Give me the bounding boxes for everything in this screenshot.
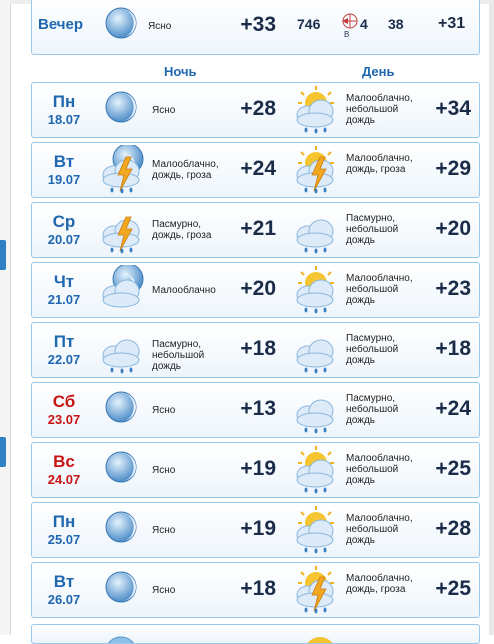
moon-icon [96, 85, 146, 135]
moon-icon [96, 565, 146, 615]
day-name: Пн [52, 92, 76, 111]
day-date: 20.07 [47, 232, 81, 247]
moon-icon [96, 627, 146, 643]
day-label [38, 263, 90, 307]
forecast-row [31, 82, 480, 138]
day-date: 22.07 [47, 352, 81, 367]
forecast-row [31, 322, 480, 378]
night-condition: Ясно [152, 585, 176, 596]
day-condition: Малооблачно, дождь, гроза [346, 573, 413, 595]
day-temp: +29 [435, 157, 471, 180]
day-name: Сб [52, 392, 76, 411]
day-temp: +28 [435, 517, 471, 540]
night-condition: Ясно [152, 465, 176, 476]
day-condition: Пасмурно, небольшой дождь [346, 393, 399, 426]
day-date: 23.07 [47, 412, 81, 427]
wind-direction-label: В [344, 30, 350, 39]
day-date: 18.07 [47, 112, 81, 127]
cloud-rain-icon [290, 205, 340, 255]
day-date: 25.07 [47, 532, 81, 547]
forecast-row [31, 202, 480, 258]
sidebar-tab[interactable] [0, 240, 6, 270]
evening-row [31, 0, 480, 55]
day-temp: +20 [435, 217, 471, 240]
night-condition: Ясно [152, 405, 176, 416]
day-date: 24.07 [47, 472, 81, 487]
day-date: 19.07 [47, 172, 81, 187]
day-temp: +25 [435, 457, 471, 480]
right-scroll-edge[interactable] [489, 0, 494, 635]
day-condition: Малооблачно, дождь, гроза [346, 153, 413, 175]
night-temp: +21 [240, 217, 276, 240]
day-name: Пт [53, 332, 75, 351]
forecast-row [31, 262, 480, 318]
sun-cloud-rain-icon [290, 445, 340, 495]
night-temp: +24 [240, 157, 276, 180]
night-condition: Малооблачно, дождь, гроза [152, 159, 219, 181]
night-temp: +18 [240, 577, 276, 600]
sun-cloud-rain-icon [290, 85, 340, 135]
night-temp: +19 [240, 517, 276, 540]
cloud-rain-icon [290, 385, 340, 435]
day-temp: +18 [435, 337, 471, 360]
night-temp: +28 [240, 97, 276, 120]
forecast-row [31, 142, 480, 198]
day-name: Вт [53, 572, 75, 591]
day-temp: +25 [435, 577, 471, 600]
night-temp: +18 [240, 337, 276, 360]
day-label [38, 203, 90, 247]
forecast-row [31, 562, 480, 618]
day-temp: +24 [435, 397, 471, 420]
night-temp: +20 [240, 277, 276, 300]
night-column-header: Ночь [164, 64, 197, 79]
sidebar-tab[interactable] [0, 437, 6, 467]
left-sidebar-edge [0, 0, 11, 635]
day-name: Пн [52, 512, 76, 531]
forecast-row [31, 442, 480, 498]
moon-cloud-icon [96, 265, 146, 315]
night-temp: +13 [240, 397, 276, 420]
cloud-rain-icon [96, 325, 146, 375]
day-name: Вт [53, 152, 75, 171]
day-condition: Малооблачно, небольшой дождь [346, 513, 413, 546]
sun-icon [290, 627, 340, 643]
evening-wind-speed: 4 [360, 16, 368, 32]
night-condition: Ясно [152, 105, 176, 116]
day-condition: Малооблачно, небольшой дождь [346, 273, 413, 306]
day-name: Вс [53, 452, 75, 471]
day-condition: Пасмурно, небольшой дождь [346, 213, 399, 246]
day-label [38, 383, 90, 427]
night-condition: Пасмурно, небольшой дождь [152, 339, 205, 372]
day-name: Ср [52, 212, 76, 231]
cloud-storm-icon [96, 205, 146, 255]
day-temp: +23 [435, 277, 471, 300]
next-day-row [31, 624, 480, 644]
night-temp: +19 [240, 457, 276, 480]
night-condition: Малооблачно [152, 285, 216, 296]
evening-feels-like: +31 [438, 15, 466, 32]
moon-icon [96, 445, 146, 495]
day-column-header: День [362, 64, 395, 79]
wind-direction-icon [340, 11, 360, 35]
day-condition: Пасмурно, небольшой дождь [346, 333, 399, 366]
moon-icon [96, 505, 146, 555]
day-temp: +34 [435, 97, 471, 120]
night-condition: Пасмурно, дождь, гроза [152, 219, 212, 241]
day-label [38, 563, 90, 607]
day-label [38, 503, 90, 547]
evening-pressure: 746 [297, 16, 321, 32]
day-condition: Малооблачно, небольшой дождь [346, 453, 413, 486]
evening-humidity: 38 [388, 16, 404, 32]
evening-condition: Ясно [148, 21, 172, 32]
sun-cloud-storm-icon [290, 565, 340, 615]
forecast-row [31, 502, 480, 558]
forecast-row [31, 382, 480, 438]
day-name: Чт [53, 272, 75, 291]
day-label [38, 83, 90, 127]
cloud-rain-icon [290, 325, 340, 375]
day-condition: Малооблачно, небольшой дождь [346, 93, 413, 126]
sun-cloud-storm-icon [290, 145, 340, 195]
evening-label: Вечер [38, 16, 84, 33]
day-label [38, 443, 90, 487]
day-date: 26.07 [47, 592, 81, 607]
moon-icon [96, 385, 146, 435]
night-condition: Ясно [152, 525, 176, 536]
day-label [38, 143, 90, 187]
moon-cloud-storm-icon [96, 145, 146, 195]
day-date: 21.07 [47, 292, 81, 307]
moon-icon [96, 1, 146, 51]
sun-cloud-rain-icon [290, 265, 340, 315]
day-label [38, 323, 90, 367]
evening-temp: +33 [240, 13, 276, 36]
sun-cloud-rain-icon [290, 505, 340, 555]
